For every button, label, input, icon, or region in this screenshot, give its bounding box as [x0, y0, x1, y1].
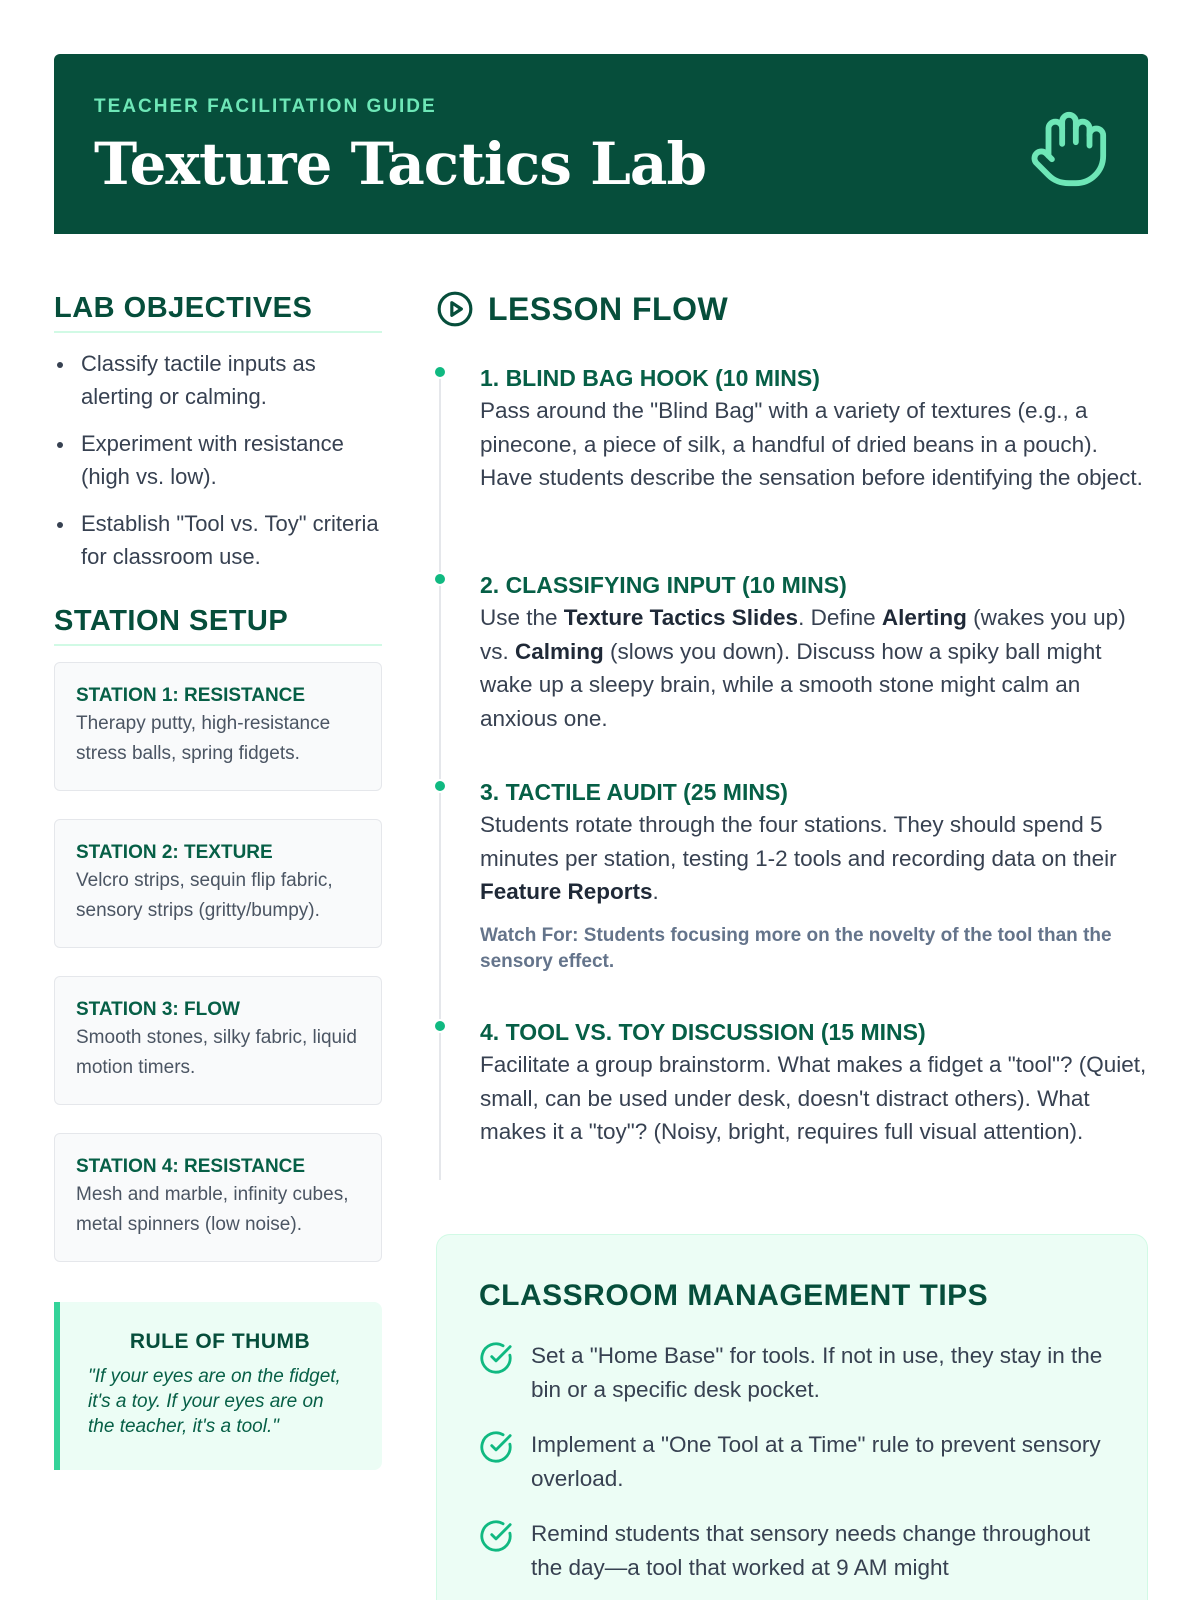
objectives-list — [54, 347, 382, 573]
check-circle-icon — [479, 1341, 513, 1375]
step-title: 1. BLIND BAG HOOK (10 MINS) — [480, 365, 820, 391]
check-circle-icon — [479, 1430, 513, 1464]
timeline-dot — [433, 572, 447, 586]
station-card — [54, 819, 382, 948]
tip-item — [479, 1517, 1107, 1584]
step-title: 3. TACTILE AUDIT (25 MINS) — [480, 779, 788, 805]
page-title: Texture Tactics Lab — [94, 130, 707, 198]
lesson-step — [436, 1016, 1148, 1149]
play-circle-icon — [436, 290, 474, 328]
step-title: 4. TOOL VS. TOY DISCUSSION (15 MINS) — [480, 1019, 926, 1045]
lesson-flow-heading — [436, 290, 1148, 328]
header-eyebrow: TEACHER FACILITATION GUIDE — [94, 96, 437, 117]
hand-icon — [1028, 108, 1110, 190]
step-body: Pass around the "Blind Bag" with a variety of textures (e.g., a pinecone, a piece of silk, a handful of dried beans in a pouch). Have students describe the sensation before identifying the object. — [480, 398, 1143, 490]
station-body: Mesh and marble, infinity cubes, metal spinners (low noise). — [76, 1184, 349, 1235]
station-title: STATION 3: FLOW — [76, 999, 240, 1020]
tip-item — [479, 1428, 1107, 1495]
tips-heading: CLASSROOM MANAGEMENT TIPS — [479, 1279, 989, 1312]
right-column — [436, 290, 1148, 1149]
station-card — [54, 662, 382, 791]
lesson-step — [436, 569, 1148, 776]
tip-item — [479, 1339, 1107, 1406]
station-title: STATION 2: TEXTURE — [76, 842, 273, 863]
station-body: Velcro strips, sequin flip fabric, sensory strips (gritty/bumpy). — [76, 870, 333, 921]
station-setup-heading: STATION SETUP — [54, 605, 382, 646]
tip-text: Remind students that sensory needs change throughout the day—a tool that worked at 9 AM might — [531, 1521, 1091, 1580]
station-title: STATION 4: RESISTANCE — [76, 1156, 306, 1177]
objectives-heading: LAB OBJECTIVES — [54, 292, 382, 333]
rule-quote: "If your eyes are on the fidget, it's a toy. If your eyes are on the teacher, it's a tool." — [88, 1366, 341, 1437]
station-body: Smooth stones, silky fabric, liquid motion timers. — [76, 1027, 357, 1078]
station-title: STATION 1: RESISTANCE — [76, 685, 306, 706]
rule-of-thumb-callout — [54, 1302, 382, 1470]
lesson-step — [436, 776, 1148, 1016]
station-card — [54, 1133, 382, 1262]
lesson-step — [436, 362, 1148, 569]
watch-for-note: Watch For: Students focusing more on the novelty of the tool than the sensory effect. — [480, 924, 1112, 972]
timeline-dot — [433, 365, 447, 379]
list-item: Classify tactile inputs as alerting or calming. — [54, 347, 382, 413]
lesson-timeline — [436, 362, 1148, 1149]
lesson-flow-title: LESSON FLOW — [488, 290, 729, 327]
step-title: 2. CLASSIFYING INPUT (10 MINS) — [480, 572, 847, 598]
tip-text: Set a "Home Base" for tools. If not in use, they stay in the bin or a specific desk pocket. — [531, 1343, 1103, 1402]
step-body: Use the Texture Tactics Slides. Define Alerting (wakes you up) vs. Calming (slows you down). Discuss how a spiky ball might wake up a sleepy brain, while a smooth stone might calm an anxious one. — [480, 605, 1126, 731]
step-body: Facilitate a group brainstorm. What makes a fidget a "tool"? (Quiet, small, can be used under desk, doesn't distract others). What makes it a "toy"? (Noisy, bright, requires full visual attention). — [480, 1052, 1147, 1144]
step-body: Students rotate through the four stations. They should spend 5 minutes per station, testing 1-2 tools and recording data on their Feature Reports. — [480, 812, 1117, 904]
list-item: Experiment with resistance (high vs. low). — [54, 427, 382, 493]
station-body: Therapy putty, high-resistance stress balls, spring fidgets. — [76, 713, 331, 764]
list-item: Establish "Tool vs. Toy" criteria for classroom use. — [54, 507, 382, 573]
page-header — [54, 54, 1148, 234]
tip-text: Implement a "One Tool at a Time" rule to prevent sensory overload. — [531, 1432, 1101, 1491]
check-circle-icon — [479, 1519, 513, 1553]
timeline-dot — [433, 779, 447, 793]
rule-title: RULE OF THUMB — [129, 1330, 311, 1353]
station-card — [54, 976, 382, 1105]
left-column — [54, 292, 382, 1470]
timeline-dot — [433, 1019, 447, 1033]
classroom-tips-card — [436, 1234, 1148, 1600]
